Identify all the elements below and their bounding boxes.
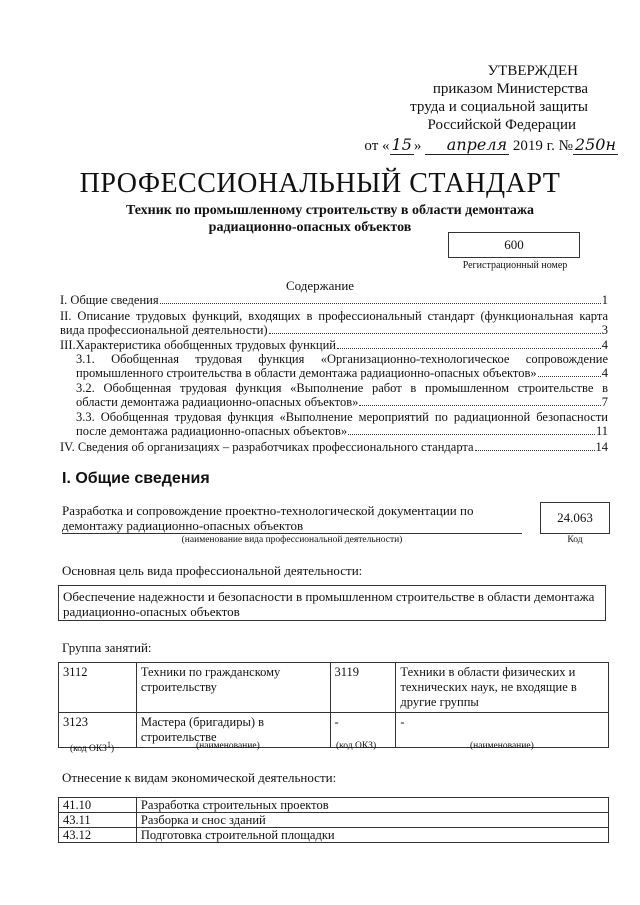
toc-page: 3 [601, 323, 608, 337]
activity-code: 24.063 [540, 502, 610, 534]
okz-name: Техники в области физических и технических наук, не входящие в другие группы [396, 663, 609, 713]
okz-code: 3123 [59, 713, 137, 748]
footnote-mark: 1 [106, 740, 111, 749]
group-caption-code: (код ОКЗ) [336, 741, 377, 751]
okved-name: Разработка строительных проектов [136, 798, 608, 813]
page-title: ПРОФЕССИОНАЛЬНЫЙ СТАНДАРТ [79, 168, 561, 199]
okz-code: 3112 [59, 663, 137, 713]
toc-item-text: 3.1. Обобщенная трудовая функция «Организационно-технологическое сопровождение [76, 352, 608, 366]
toc-item-text: I. Общие сведения [60, 293, 159, 307]
okved-name: Подготовка строительной площадки [136, 828, 608, 843]
okved-name: Разборка и снос зданий [136, 813, 608, 828]
approval-number: 250н [574, 135, 616, 154]
okz-code: - [330, 713, 396, 748]
okz-name: - [396, 713, 609, 748]
approval-title: УТВЕРЖДЕН [487, 63, 578, 79]
toc-page: 7 [601, 395, 608, 409]
toc-dots [348, 434, 595, 435]
group-caption-name: (наименование) [470, 741, 534, 751]
toc-item[interactable] [76, 352, 608, 380]
occupation-group-table [58, 662, 609, 748]
toc-item[interactable] [60, 338, 608, 352]
approval-day: 15 [391, 135, 412, 154]
group-label: Группа занятий: [62, 640, 152, 655]
date-prefix: от « [364, 138, 390, 154]
toc-item-text: II. Описание трудовых функций, входящих в профессиональный стандарт (функциональная карта [60, 309, 608, 323]
okved-label: Отнесение к видам экономической деятельности: [62, 770, 337, 785]
toc-dots [269, 333, 601, 334]
toc-item-text: 3.3. Обобщенная трудовая функция «Выполнение мероприятий по радиационной безопасности [76, 410, 608, 424]
toc-page: 14 [595, 440, 608, 454]
toc-item-text: вида профессиональной деятельности) [60, 323, 268, 337]
toc-item[interactable] [60, 440, 608, 454]
table-row [59, 663, 609, 713]
toc-item-text: IV. Сведения об организациях – разработчиках профессионального стандарта [60, 440, 474, 454]
toc-item-text: после демонтажа радиационно-опасных объектов» [76, 424, 348, 438]
okved-code: 43.12 [59, 828, 137, 843]
toc-item[interactable] [60, 293, 608, 307]
toc-item-text: промышленного строительства в области демонтажа радиационно-опасных объектов» [76, 366, 537, 380]
goal-line: радиационно-опасных объектов [63, 604, 240, 619]
okved-code: 43.11 [59, 813, 137, 828]
toc-dots [538, 376, 601, 377]
okz-name: Мастера (бригадиры) в строительстве [136, 713, 330, 748]
caption-text: (код ОКЗ [70, 744, 107, 755]
approval-month: апреля [425, 136, 509, 155]
approval-line: приказом Министерства [432, 81, 588, 97]
goal-line: Обеспечение надежности и безопасности в промышленном строительстве в области демонтажа [63, 589, 595, 604]
activity-caption: (наименование вида профессиональной деятельности) [181, 535, 403, 545]
goal-box [58, 585, 606, 621]
toc-page: 11 [595, 424, 608, 438]
activity-line: демонтажу радиационно-опасных объектов [62, 518, 522, 534]
toc-item-text: 3.2. Обобщенная трудовая функция «Выполнение работ в промышленном строительстве в [76, 381, 608, 395]
toc-heading: Содержание [285, 278, 355, 293]
toc-item[interactable] [76, 410, 608, 438]
activity-name [62, 503, 522, 534]
toc-item-text: области демонтажа радиационно-опасных объектов» [76, 395, 359, 409]
okved-code: 41.10 [59, 798, 137, 813]
approval-date-line [358, 136, 618, 155]
approval-line: Российской Федерации [427, 117, 576, 133]
section-heading: I. Общие сведения [62, 470, 210, 487]
approval-block [358, 62, 618, 155]
toc-page: 4 [601, 366, 608, 380]
toc-item[interactable] [60, 309, 608, 337]
table-row [59, 798, 609, 813]
group-caption-name: (наименование) [196, 741, 260, 751]
okved-table [58, 797, 609, 843]
activity-line: Разработка и сопровождение проектно-технологической документации по [62, 503, 474, 518]
registration-label: Регистрационный номер [462, 260, 568, 271]
toc-dots [337, 348, 601, 349]
approval-line: труда и социальной защиты [410, 99, 588, 115]
approval-year: 2019 г. № [512, 138, 573, 154]
table-row [59, 828, 609, 843]
toc-dots [475, 450, 595, 451]
okz-name: Техники по гражданскому строительству [136, 663, 330, 713]
date-suffix: » [413, 138, 422, 154]
code-caption: Код [567, 535, 583, 545]
table-row [59, 813, 609, 828]
toc-page: 4 [601, 338, 608, 352]
subtitle-line: Техник по промышленному строительству в области демонтажа [125, 203, 535, 218]
toc-item-text: III.Характеристика обобщенных трудовых функций [60, 338, 336, 352]
group-caption-code [70, 740, 114, 754]
subtitle-line: радиационно-опасных объектов [208, 220, 412, 235]
toc-dots [160, 303, 601, 304]
toc-dots [359, 405, 600, 406]
registration-number: 600 [448, 232, 580, 258]
page-subtitle [60, 202, 600, 236]
goal-label: Основная цель вида профессиональной деятельности: [62, 563, 363, 578]
toc-page: 1 [601, 293, 608, 307]
okz-code: 3119 [330, 663, 396, 713]
caption-text: ) [110, 744, 115, 755]
toc-item[interactable] [76, 381, 608, 409]
